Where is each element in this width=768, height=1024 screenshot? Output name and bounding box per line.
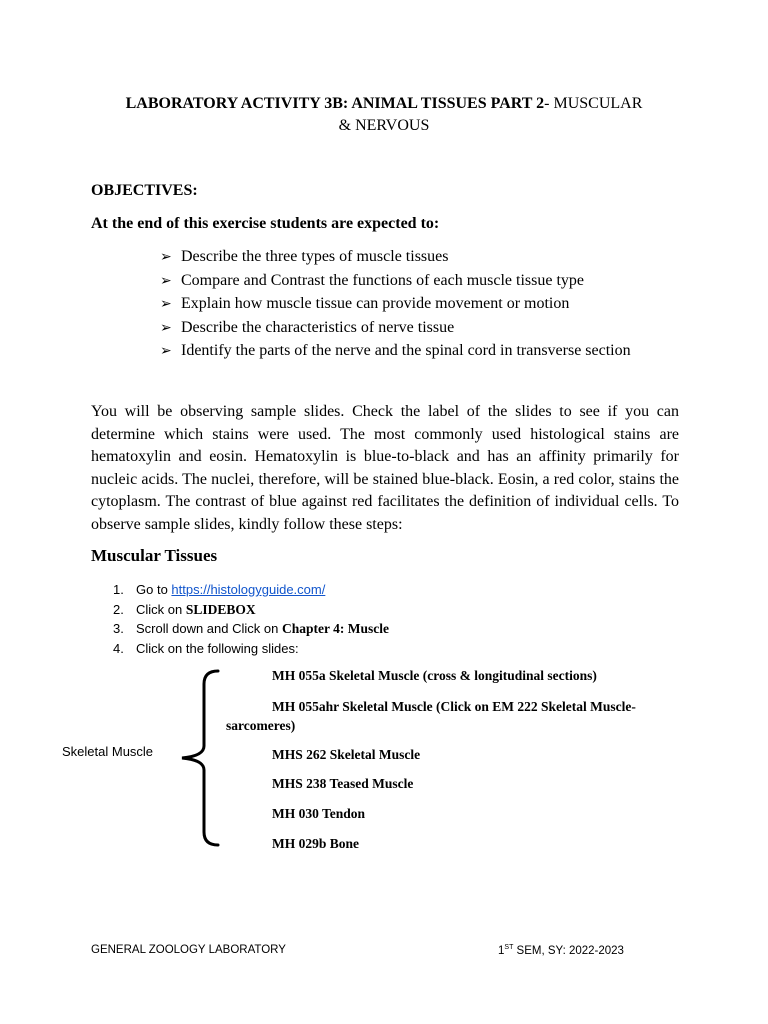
objective-item: ➢ Identify the parts of the nerve and the spinal cord in transverse section (160, 340, 631, 364)
objectives-intro: At the end of this exercise students are expected to: (91, 215, 440, 232)
title-line-2: & NERVOUS (338, 117, 430, 134)
step-item: 1. Go to https://histologyguide.com/ (113, 582, 326, 597)
title-rest: - MUSCULAR (544, 95, 643, 112)
objective-item: ➢ Compare and Contrast the functions of each muscle tissue type (160, 270, 631, 294)
muscular-tissues-heading: Muscular Tissues (91, 546, 218, 565)
bullet-arrow-icon: ➢ (160, 297, 172, 312)
step-item: 2. Click on SLIDEBOX (113, 601, 256, 617)
slide-item: MHS 238 Teased Muscle (272, 776, 414, 791)
bullet-arrow-icon: ➢ (160, 273, 172, 289)
skeletal-muscle-label: Skeletal Muscle (62, 744, 154, 759)
objective-item: ➢ Describe the three types of muscle tissues (160, 246, 631, 270)
footer-course: GENERAL ZOOLOGY LABORATORY (91, 944, 286, 956)
step-item: 4. Click on the following slides: (113, 640, 299, 656)
bullet-arrow-icon: ➢ (160, 344, 172, 359)
slide-item: MH 030 Tendon (272, 806, 366, 821)
slide-item: MH 029b Bone (272, 836, 360, 851)
objective-item: ➢ Explain how muscle tissue can provide movement or motion (160, 293, 631, 317)
objective-item: ➢ Describe the characteristics of nerve tissue (160, 317, 631, 341)
bullet-arrow-icon: ➢ (160, 320, 172, 336)
steps-list (113, 580, 389, 658)
intro-paragraph: You will be observing sample slides. Check the label of the slides to see if you can determine which stains were used. The most commonly used histological stains are hematoxylin and eosin. Hematoxylin is blue-to-black and has an affinity primarily for nucleic acids. The nuclei, therefore, will be stained blue-black. Eosin, a red color, stains the cytoplasm. The contrast of blue against red facilitates the definition of individual cells. To observe sample slides, kindly follow these steps: (91, 403, 679, 533)
step-item: 3. Scroll down and Click on Chapter 4: Muscle (113, 621, 389, 636)
title-bold-part: LABORATORY ACTIVITY 3B: ANIMAL TISSUES PART 2 (125, 95, 545, 112)
document-title (60, 93, 708, 137)
footer-semester: 1ST SEM, SY: 2022-2023 (498, 944, 624, 957)
histologyguide-link[interactable]: https://histologyguide.com/ (171, 582, 326, 597)
bullet-arrow-icon: ➢ (160, 250, 172, 265)
slide-item: MH 055ahr Skeletal Muscle (Click on EM 222 Skeletal Muscle-sarcomeres) (226, 699, 636, 733)
slide-item: MH 055a Skeletal Muscle (cross & longitudinal sections) (272, 668, 597, 683)
slide-item: MHS 262 Skeletal Muscle (272, 747, 421, 762)
objectives-heading: OBJECTIVES: (91, 182, 198, 199)
curly-brace-icon (176, 668, 226, 848)
objectives-list (160, 246, 631, 364)
